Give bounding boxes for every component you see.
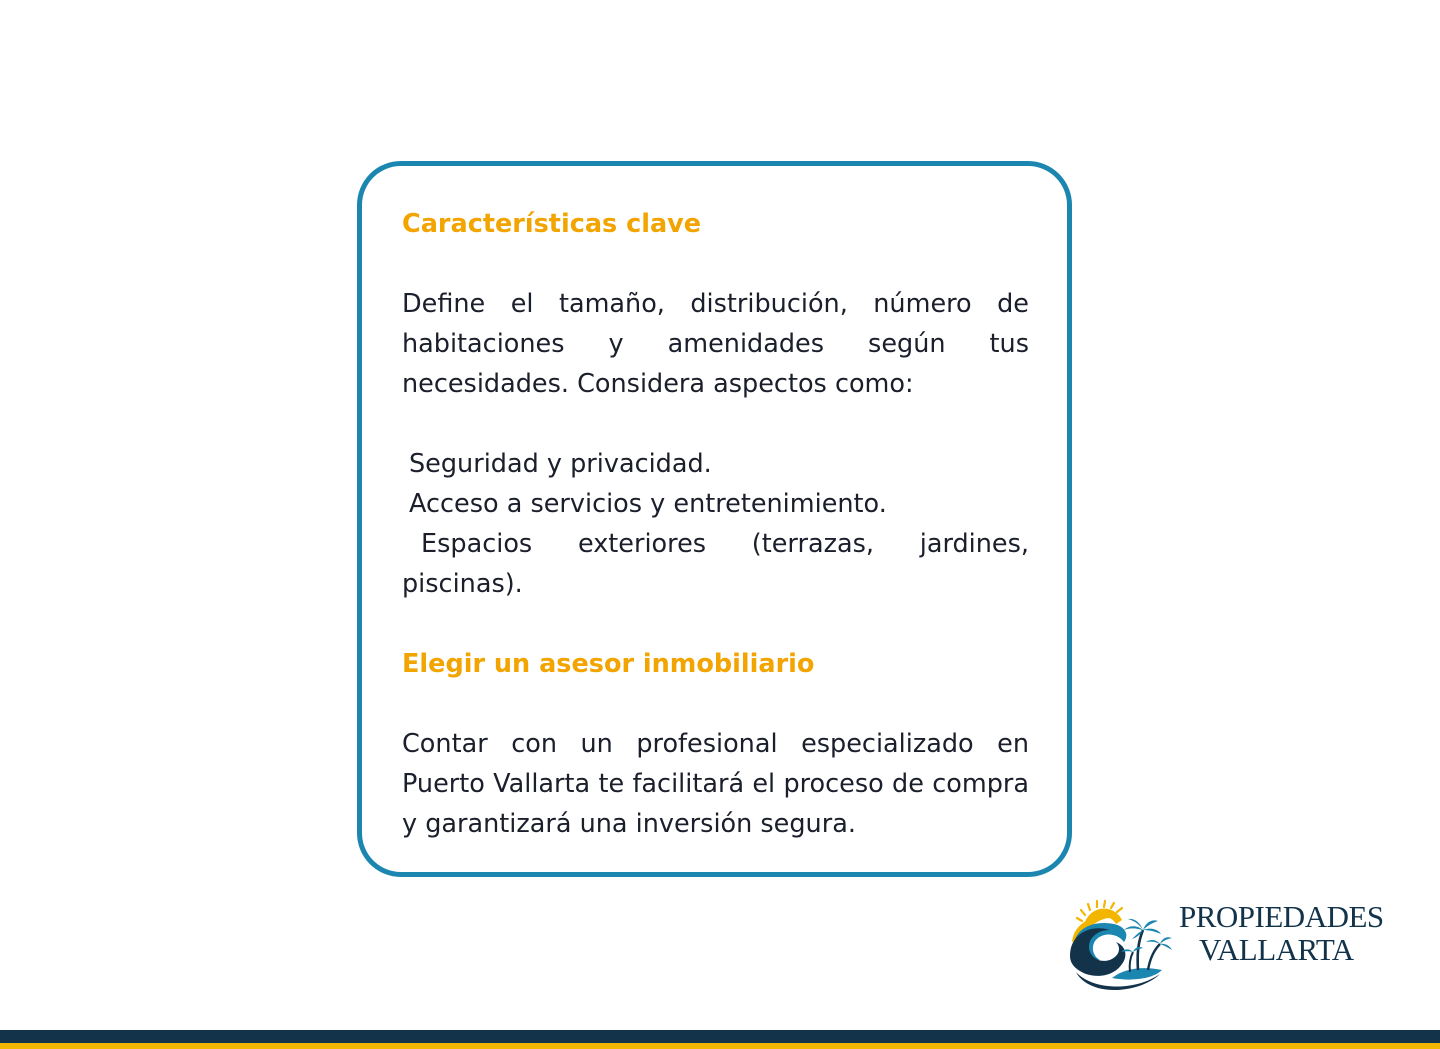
brand-name-line1: PROPIEDADES: [1179, 899, 1384, 934]
aspect-item: Espacios exteriores (terrazas, jardines, piscinas).: [402, 529, 1029, 599]
section-title-key-features: Características clave: [402, 209, 702, 239]
brand-name-line2: VALLARTA: [1199, 932, 1354, 967]
section-title-advisor: Elegir un asesor inmobiliario: [402, 649, 815, 679]
aspect-item: Seguridad y privacidad.: [409, 449, 712, 479]
spacer: [402, 404, 1029, 444]
spacer: [402, 684, 1029, 724]
spacer: [402, 604, 1029, 644]
section-body-advisor: Contar con un profesional especializado en Puerto Vallarta te facilitará el proceso de compra y garantizará una inversión segura.: [402, 729, 1029, 839]
aspect-item: Acceso a servicios y entretenimiento.: [409, 489, 887, 519]
brand-logo: [1064, 894, 1404, 994]
sun-wave-palm-icon: [1064, 894, 1184, 994]
footer-bar-navy: [0, 1030, 1440, 1043]
info-card: [357, 161, 1072, 877]
brand-name: [1179, 900, 1384, 966]
spacer: [402, 244, 1029, 284]
footer-bar-gold: [0, 1043, 1440, 1049]
section-body-key-features: Define el tamaño, distribución, número de habitaciones y amenidades según tus necesidades. Considera aspectos como:: [402, 289, 1029, 399]
